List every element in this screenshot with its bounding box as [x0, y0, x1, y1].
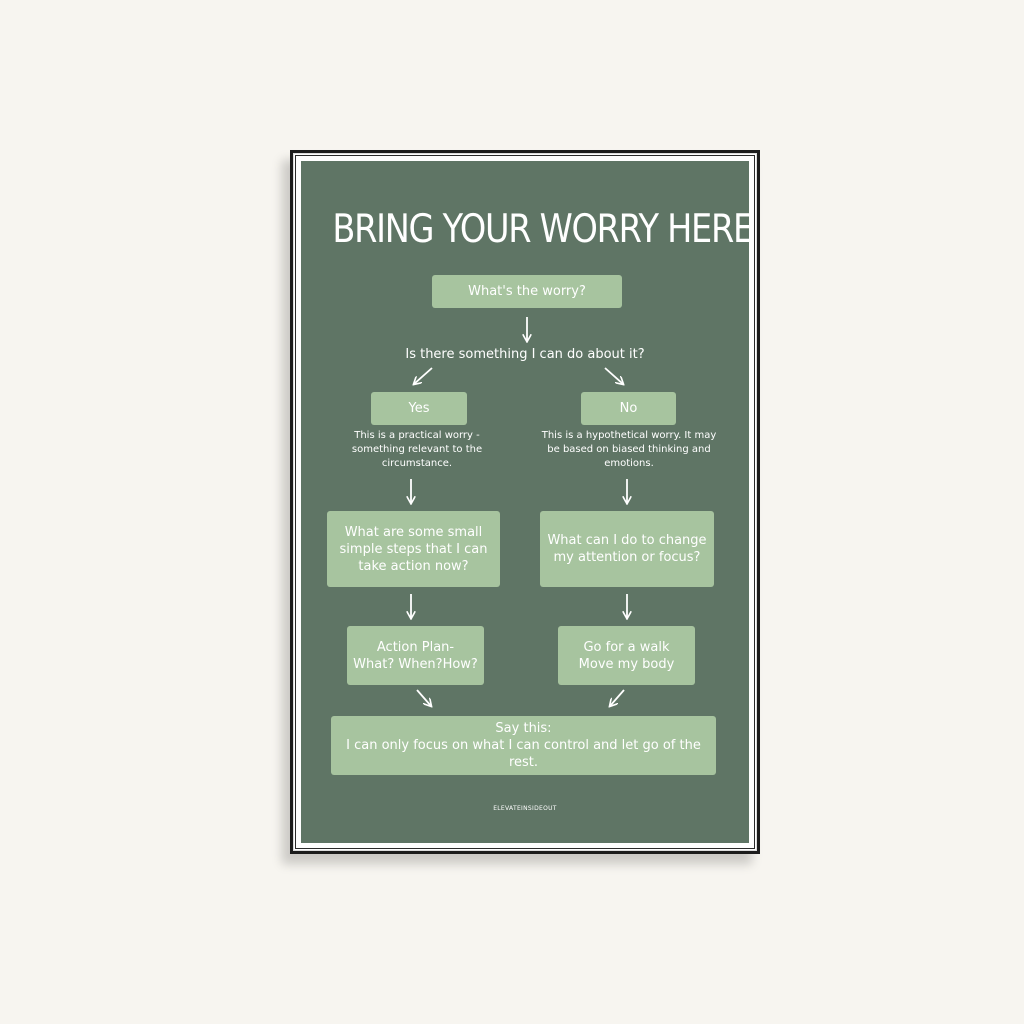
no-node-label: No [619, 401, 638, 416]
flow-arrows [301, 161, 753, 843]
final-text: Say this: I can only focus on what I can control and let go of the rest. [346, 721, 701, 770]
decision-question: Is there something I can do about it? [405, 347, 645, 362]
yes-node-label: Yes [408, 401, 430, 416]
no-action-text: Go for a walk Move my body [578, 639, 675, 672]
poster [301, 161, 753, 843]
poster-frame [290, 150, 760, 854]
arrow-question-to-no [605, 368, 623, 384]
yes-description: This is a practical worry - something relevant to the circumstance. [351, 430, 483, 469]
arrow-no-action-to-final [610, 690, 624, 706]
arrow-yes-action-to-final [417, 690, 431, 706]
start-node-text: What's the worry? [468, 284, 586, 299]
yes-step-text: What are some small simple steps that I can take action now? [339, 524, 488, 574]
no-step-text: What can I do to change my attention or focus? [547, 533, 707, 565]
no-description: This is a hypothetical worry. It may be based on biased thinking and emotions. [541, 430, 717, 469]
yes-action-text: Action Plan- What? When?How? [353, 639, 478, 672]
poster-title: BRING YOUR WORRY HERE [332, 207, 753, 252]
arrow-question-to-yes [414, 368, 432, 384]
brand-mark: ELEVATEINSIDEOUT [493, 805, 557, 812]
